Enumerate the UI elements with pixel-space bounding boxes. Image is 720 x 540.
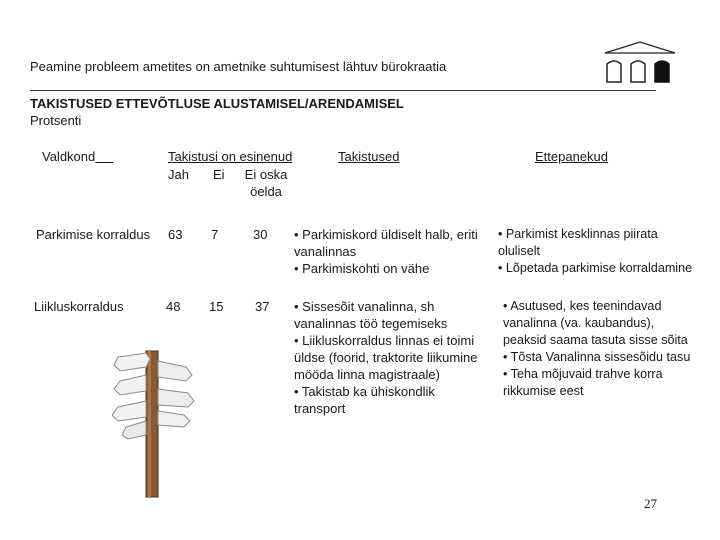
header-divider — [30, 90, 656, 91]
building-logo-icon — [604, 40, 676, 88]
unit-label: Protsenti — [30, 113, 82, 128]
col-header-proposals: Ettepanekud — [535, 149, 609, 164]
page-title: TAKISTUSED ETTEVÕTLUSE ALUSTAMISEL/ARENDAMISEL — [30, 96, 404, 111]
row-1-no: 7 — [211, 227, 219, 242]
row-2-yes: 48 — [166, 299, 181, 314]
col-header-dk: Ei oska öelda — [244, 167, 288, 199]
col-header-group: Takistusi on esinenud — [168, 149, 293, 164]
row-2-no: 15 — [209, 299, 224, 314]
header-subtitle: Peamine probleem ametites on ametnike suhtumisest lähtuv bürokraatia — [30, 59, 447, 74]
row-2-dk: 37 — [255, 299, 270, 314]
row-1-proposals: • Parkimist kesklinnas piirata oluliselt • Lõpetada parkimise korraldamine — [498, 227, 693, 275]
page-number: 27 — [644, 496, 657, 511]
col-header-yes: Jah — [168, 167, 189, 182]
row-1-obstacles: • Parkimiskord üldiselt halb, eriti vanalinnas • Parkimiskohti on vähe — [294, 227, 478, 276]
signpost-illustration — [112, 345, 202, 500]
col-header-no: Ei — [213, 167, 225, 182]
row-1-area: Parkimise korraldus — [36, 227, 151, 242]
col-header-area-text: Valdkond — [42, 149, 96, 164]
row-2-area: Liikluskorraldus — [34, 299, 124, 314]
row-2-proposals: • Asutused, kes teenindavad vanalinna (va. kaubandus), peaksid saama tasuta sisse sõita • Tõsta Vanalinna sissesõidu tasu • Teha mõjuvaid trahve korra rikkumise eest — [503, 299, 691, 398]
row-1-dk: 30 — [253, 227, 268, 242]
row-2-obstacles: • Sissesõit vanalinna, sh vanalinnas töö tegemiseks • Liikluskorraldus linnas ei toimi üldse (foorid, traktorite liikumine mööda linna magistraale) • Takistab ka ühiskondlik transport — [294, 299, 478, 416]
col-header-obstacles: Takistused — [338, 149, 400, 164]
row-1-yes: 63 — [168, 227, 183, 242]
col-header-area — [42, 148, 113, 165]
